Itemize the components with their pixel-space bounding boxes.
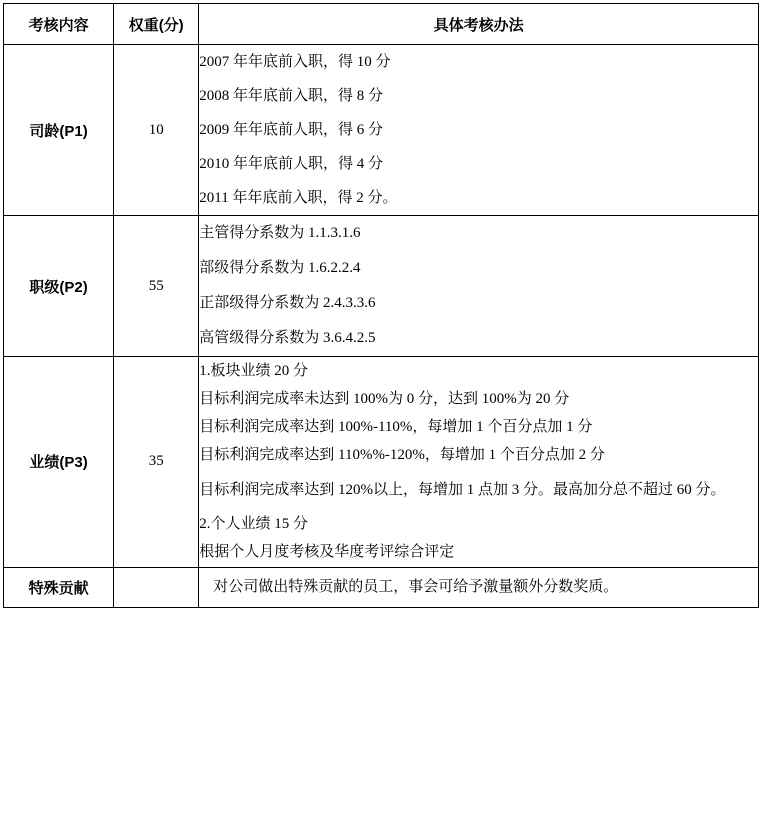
row-weight-performance: 35	[114, 357, 199, 568]
detail-line: 2008 年年底前入职，得 8 分	[199, 87, 384, 104]
table-row	[4, 45, 759, 216]
detail-line: 部级得分系数为 1.6.2.2.4	[199, 260, 361, 276]
detail-line: 根据个人月度考核及华度考评综合评定	[199, 544, 455, 560]
detail-line: 对公司做出特殊贡献的员工，事会可给予激量额外分数奖质。	[213, 578, 619, 595]
row-detail-special	[199, 567, 759, 607]
header-content: 考核内容	[4, 4, 114, 45]
row-detail-rank	[199, 216, 759, 357]
row-weight-special	[114, 567, 199, 607]
detail-line: 目标利润完成率未达到 100%为 0 分，达到 100%为 20 分	[199, 390, 570, 407]
table-body	[4, 45, 759, 608]
table-row	[4, 216, 759, 357]
row-weight-seniority: 10	[114, 45, 199, 216]
detail-line: 主管得分系数为 1.1.3.1.6	[199, 225, 361, 241]
document-page	[0, 3, 762, 816]
detail-line: 高管级得分系数为 3.6.4.2.5	[199, 330, 376, 346]
row-detail-seniority	[199, 45, 759, 216]
detail-line: 目标利润完成率达到 100%-110%，每增加 1 个百分点加 1 分	[199, 418, 593, 435]
row-detail-performance	[199, 357, 759, 568]
row-label-special: 特殊贡献	[4, 567, 114, 607]
detail-line: 2007 年年底前入职，得 10 分	[199, 53, 391, 70]
table-header-row	[4, 4, 759, 45]
header-method: 具体考核办法	[199, 4, 759, 45]
row-label-seniority: 司龄(P1)	[4, 45, 114, 216]
header-weight: 权重(分)	[114, 4, 199, 45]
row-label-performance: 业绩(P3)	[4, 357, 114, 568]
table-header	[4, 4, 759, 45]
detail-line: 2010 年年底前人职，得 4 分	[199, 155, 384, 172]
detail-line: 2.个人业绩 15 分	[199, 516, 309, 532]
detail-line: 目标利润完成率达到 110%%-120%，每增加 1 个百分点加 2 分	[199, 446, 605, 463]
detail-line: 2011 年年底前入职，得 2 分。	[199, 189, 398, 206]
table-row	[4, 567, 759, 607]
table-row	[4, 357, 759, 568]
detail-line: 正部级得分系数为 2.4.3.3.6	[199, 295, 376, 311]
row-label-rank: 职级(P2)	[4, 216, 114, 357]
row-weight-rank: 55	[114, 216, 199, 357]
detail-line: 1.板块业绩 20 分	[199, 362, 309, 379]
assessment-table	[3, 3, 759, 608]
detail-line: 目标利润完成率达到 120%以上，每增加 1 点加 3 分。最高加分总不超过 60 分。	[199, 481, 726, 498]
detail-line: 2009 年年底前人职，得 6 分	[199, 121, 384, 138]
